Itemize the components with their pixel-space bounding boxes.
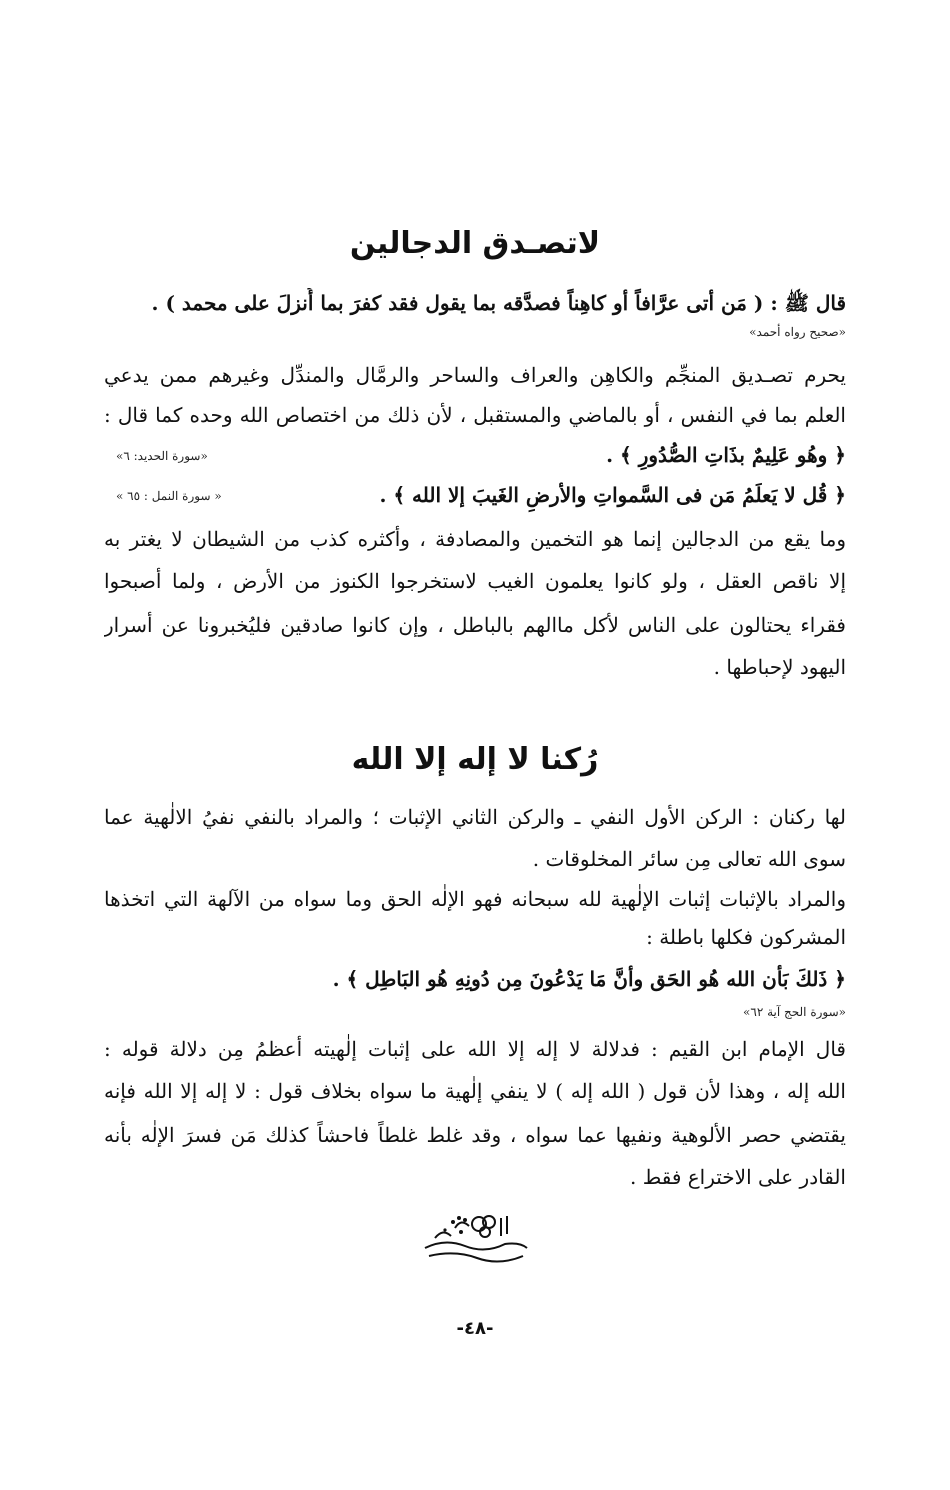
section-title-pillars: رُكنا لا إله إلا الله	[351, 742, 599, 777]
paragraph-line: اليهود لإحباطها .	[713, 655, 846, 679]
paragraph-line: فقراء يحتالون على الناس لأكل ماالهم بالباطل ، وإن كانوا صادقين فليُخبرونا عن أسرار	[104, 613, 846, 637]
paragraph-line: وما يقع من الدجالين إنما هو التخمين والمصادفة ، وأكثره كذب من الشيطان لا يغتر به	[104, 527, 846, 551]
verse-reference: «سورة الحج آية ٦٢»	[743, 1005, 846, 1019]
paragraph-line: لها ركنان : الركن الأول النفي ـ والركن الثاني الإثبات ؛ والمراد بالنفي نفيُ الالٰهية عما	[104, 805, 846, 829]
quran-verse: ﴿ وهُو عَلِيمٌ بذَاتِ الصُّدُورِ ﴾ .	[606, 443, 846, 467]
floral-ornament-icon	[415, 1208, 535, 1268]
paragraph-line: القادر على الاختراع فقط .	[630, 1165, 846, 1189]
paragraph-line: العلم بما في النفس ، أو بالماضي والمستقبل ، لأن ذلك من اختصاص الله وحده كما قال :	[104, 403, 846, 427]
quran-verse: ﴿ قُل لا يَعلَمُ مَن فى السَّمواتِ والأرضِ الغَيبَ إلا الله ﴾ .	[379, 483, 846, 507]
verse-reference: «سورة الحديد: ٦»	[116, 449, 208, 463]
hadith-text: قال ﷺ : ( مَن أتى عرَّافاً أو كاهِناً فصدَّقه بما يقول فقد كفرَ بما أُنزلَ على محمد ) .	[151, 291, 846, 315]
paragraph-line: الله إله ، وهذا لأن قول ( الله إله ) لا ينفي إلٰهية ما سواه بخلاف قول : لا إله إلا الله فإنه	[104, 1079, 846, 1103]
paragraph-line: يحرم تصـديق المنجِّم والكاهِن والعراف والساحر والرمَّال والمندِّل وغيرهم ممن يدعي	[104, 363, 846, 387]
section-title-dajjal: لاتصـدق الدجالين	[349, 226, 601, 261]
page-number: -٤٨-	[456, 1318, 494, 1339]
paragraph-line: والمراد بالإثبات إثبات الإلٰهية لله سبحانه فهو الإلٰه الحق وما سواه من الآلهة التي اتخذها	[104, 887, 846, 911]
paragraph-line: المشركون فكلها باطلة :	[646, 925, 846, 949]
paragraph-line: إلا ناقص العقل ، ولو كانوا يعلمون الغيب لاستخرجوا الكنوز من الأرض ، ولما أصبحوا	[104, 569, 846, 593]
hadith-reference: «صحيح رواه أحمد»	[749, 325, 846, 339]
verse-reference: « سورة النمل : ٦٥ »	[116, 489, 222, 503]
quran-verse: ﴿ ذَلكَ بَأن الله هُو الحَق وأنَّ مَا يَدْعُونَ مِن دُونِهِ هُو البَاطِل ﴾ .	[332, 967, 846, 991]
paragraph-line: يقتضي حصر الألوهية ونفيها عما سواه ، وقد غلط غلطاً فاحشاً كذلك مَن فسرَ الإلٰه بأنه	[104, 1123, 846, 1147]
paragraph-line: سوى الله تعالى مِن سائر المخلوقات .	[532, 847, 846, 871]
paragraph-line: قال الإمام ابن القيم : فدلالة لا إله إلا الله على إثبات إلٰهيته أعظمُ مِن دلالة قوله :	[104, 1037, 846, 1061]
